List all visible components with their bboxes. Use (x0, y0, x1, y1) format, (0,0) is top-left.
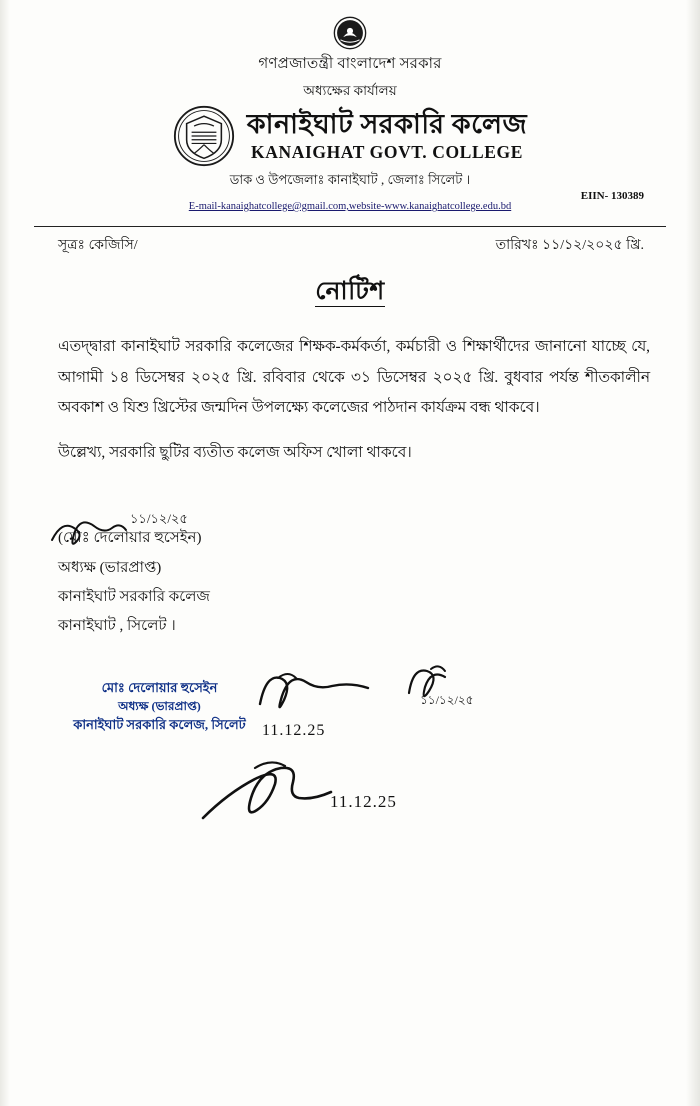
countersign-date-1: 11.12.25 (262, 722, 326, 740)
document-header (0, 0, 700, 227)
meta-row (0, 227, 700, 257)
college-logo-icon (173, 105, 235, 167)
notice-paragraph-2: উল্লেখ্য, সরকারি ছুটির ব্যতীত কলেজ অফিস খোলা থাকবে। (58, 443, 412, 461)
eiin-number: EIIN- 130389 (580, 190, 644, 202)
signatory-location: কানাইঘাট , সিলেট । (58, 618, 176, 635)
email-text: E-mail-kanaighatcollege@gmail.com, (188, 201, 349, 212)
stamp-line-2: অধ্যক্ষ (ভারপ্রাপ্ত) (118, 699, 201, 714)
stamp-line-3: কানাইঘাট সরকারি কলেজ, সিলেট (73, 716, 246, 732)
stamp-line-1: মোঃ দেলোয়ার হুসেইন (101, 680, 218, 696)
signature-block (58, 524, 700, 641)
signature-area (0, 511, 700, 854)
office-line: অধ্যক্ষের কার্যালয় (303, 83, 397, 98)
official-stamp (52, 679, 267, 734)
signatory-name: (মোঃ দেলোয়ার হুসেইন) (58, 530, 202, 547)
government-line: গণপ্রজাতন্ত্রী বাংলাদেশ সরকার (258, 56, 442, 72)
page-title (0, 271, 700, 314)
signatory-institution: কানাইঘাট সরকারি কলেজ (58, 588, 210, 605)
countersign-date-2: ১১/১২/২৫ (420, 693, 474, 708)
website-text: website-www.kanaighatcollege.edu.bd (348, 201, 512, 212)
college-title-block (247, 109, 527, 162)
memo-reference: সূত্রঃ কেজিসি/ (58, 238, 138, 253)
countersignature-mark-1 (250, 664, 400, 726)
college-name-bn: কানাইঘাট সরকারি কলেজ (246, 109, 528, 140)
notice-title-text: নোটিশ (315, 278, 385, 305)
document-date: তারিখঃ ১১/১২/২০২৫ খ্রি. (495, 238, 644, 253)
handwritten-date-top: ১১/১২/২৫ (130, 511, 188, 527)
bangladesh-govt-emblem-icon (333, 16, 367, 50)
countersign-date-3: 11.12.25 (330, 792, 397, 812)
contact-row (0, 190, 700, 222)
notice-paragraph-1: এতদ্দ্বারা কানাইঘাট সরকারি কলেজের শিক্ষক-কর্মকর্তা, কর্মচারী ও শিক্ষার্থীদের জানানো যাচ্ছে যে, আগামী ১৪ ডিসেম্বর ২০২৫ খ্রি. রবিবার থেকে ৩১ ডিসেম্বর ২০২৫ খ্রি. বুধবার পর্যন্ত শীতকালীন অবকাশ ও যিশু খ্রিস্টের জন্মদিন উপলক্ষ্যে কলেজের পাঠদান কার্যক্রম বন্ধ থাকবে। (58, 338, 650, 417)
header-divider (34, 226, 666, 227)
college-title-row (0, 105, 700, 167)
notice-body (58, 332, 650, 468)
college-name-en: KANAIGHAT GOVT. COLLEGE (251, 141, 523, 162)
college-address: ডাক ও উপজেলাঃ কানাইঘাট , জেলাঃ সিলেট । (229, 172, 471, 187)
signatory-designation: অধ্যক্ষ (ভারপ্রাপ্ত) (58, 559, 162, 576)
